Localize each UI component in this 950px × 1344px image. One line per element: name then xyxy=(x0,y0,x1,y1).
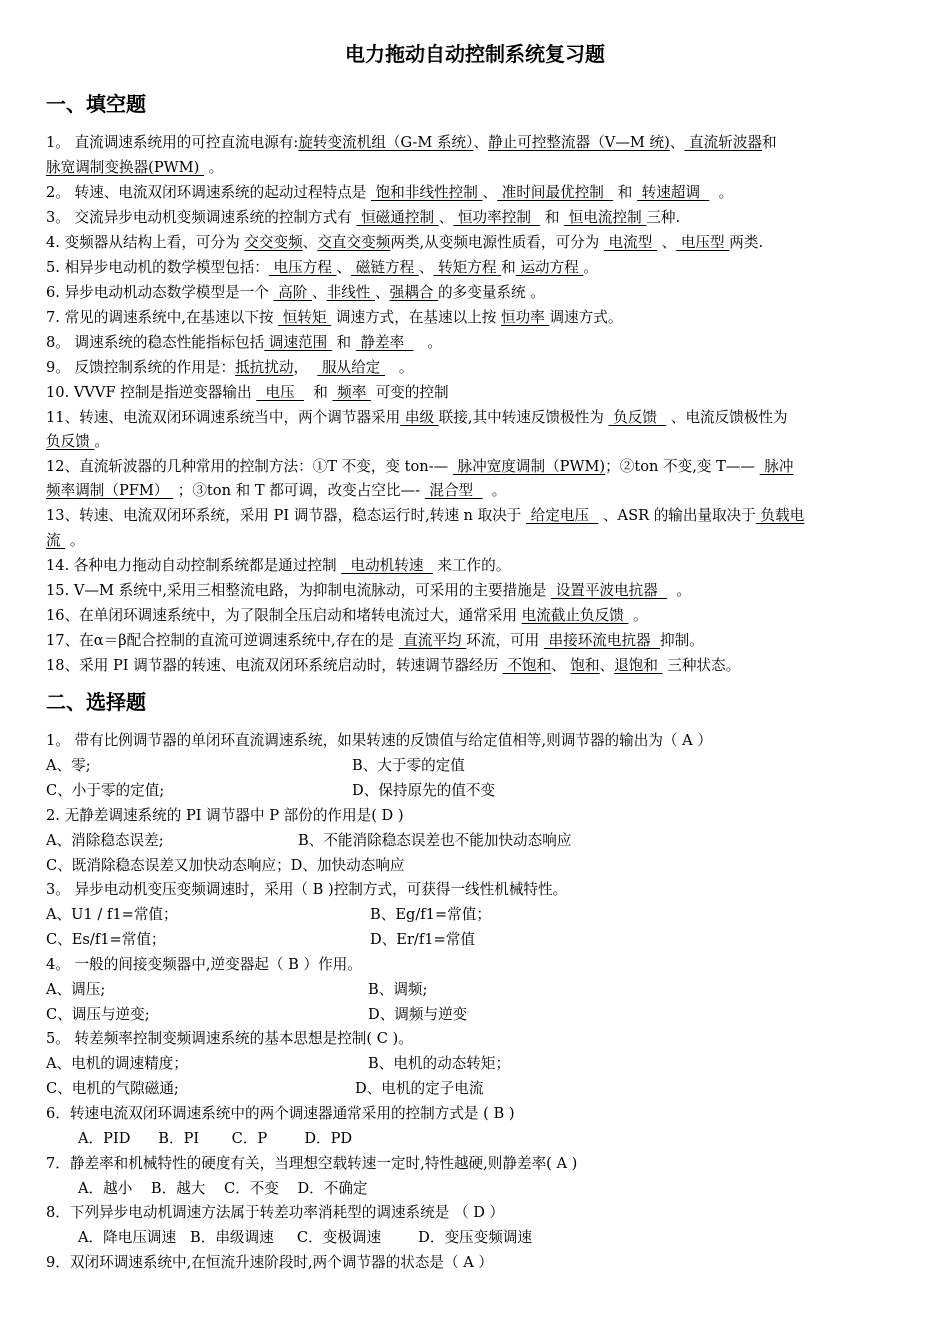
answer-blank: 静差率 xyxy=(355,334,414,351)
question-text: ；②ton 不变,变 T—— xyxy=(605,458,760,475)
answer-blank: 不饱和 xyxy=(502,657,552,674)
fill-in-line xyxy=(46,333,442,353)
answer-blank: 饱和 xyxy=(570,657,600,674)
answer-blank: 强耦合 xyxy=(389,284,439,301)
question-text: 8。 调速系统的稳态性能指标包括 xyxy=(46,334,265,351)
question-text: 和 xyxy=(501,259,516,276)
question-text: 的多变量系统 。 xyxy=(438,284,545,301)
question-text: 。 xyxy=(667,582,692,599)
fill-in-line xyxy=(46,531,84,551)
answer-blank: 恒功率控制 xyxy=(453,209,541,226)
question-text: 、 xyxy=(656,234,677,251)
question-text: 和 xyxy=(613,184,638,201)
question-8: 8．下列异步电动机调速方法属于转差功率消耗型的调速系统是 （ D ） xyxy=(46,1204,505,1221)
answer-blank: 流 xyxy=(46,532,66,549)
question-6: 6．转速电流双闭环调速系统中的两个调速器通常采用的控制方式是 ( B ) xyxy=(46,1105,515,1122)
answer-blank: 运动方程 xyxy=(515,259,584,276)
question-text: 、 xyxy=(473,134,489,151)
fill-in-line xyxy=(46,283,545,303)
question-text: ， xyxy=(293,359,318,376)
question-text: 、ASR 的输出量取决于 xyxy=(598,507,756,524)
fill-in-line xyxy=(46,258,598,278)
answer-blank: 恒转矩 xyxy=(278,309,332,326)
question-text: 。 xyxy=(384,359,414,376)
answer-blank: 负反馈 xyxy=(46,433,95,450)
question-text: 联接,其中转速反馈极性为 xyxy=(438,409,609,426)
question-text: 。 xyxy=(583,259,598,276)
option-a: A、调压; xyxy=(46,981,106,998)
question-text: 。 xyxy=(203,159,224,176)
question-text: 两类. xyxy=(729,234,764,251)
fill-in-line xyxy=(46,606,648,626)
option-a: A、消除稳态误差; xyxy=(46,832,164,849)
option-a: A、零; xyxy=(46,757,91,774)
section-heading-fill-in: 一、填空题 xyxy=(46,92,146,116)
fill-in-line xyxy=(46,133,777,153)
option-b: B、电机的动态转矩； xyxy=(368,1055,511,1072)
question-text: 。 xyxy=(482,482,507,499)
question-text: 6. 异步电动机动态数学模型是一个 xyxy=(46,284,274,301)
question-7: 7．静差率和机械特性的硬度有关，当理想空载转速一定时,特性越硬,则静差率( A ) xyxy=(46,1155,578,1172)
answer-blank: 非线性 xyxy=(326,284,376,301)
fill-in-line xyxy=(46,656,740,676)
fill-in-line xyxy=(46,183,733,203)
question-text: 两类,从变频电源性质看，可分为 xyxy=(390,234,604,251)
option-c: C、小于零的定值; xyxy=(46,782,165,799)
question-text: 和 xyxy=(303,384,333,401)
question-text: 调速方式。 xyxy=(549,309,623,326)
question-text: 和 xyxy=(331,334,356,351)
question-text: 环流，可用 xyxy=(466,632,544,649)
answer-blank: 电动机转速 xyxy=(341,557,433,574)
answer-blank: 准时间最优控制 xyxy=(497,184,614,201)
answer-blank: 恒功率 xyxy=(501,309,550,326)
option-d: D、电机的定子电流 xyxy=(355,1080,484,1097)
fill-in-line xyxy=(46,556,510,576)
question-text: 、 xyxy=(375,284,390,301)
question-text: 12、直流斩波器的几种常用的控制方法：①T 不变，变 ton-— xyxy=(46,458,453,475)
question-text: 、 xyxy=(482,184,498,201)
question-text: 7. 常见的调速系统中,在基速以下按 xyxy=(46,309,279,326)
fill-in-line xyxy=(46,481,506,501)
fill-in-line xyxy=(46,308,622,328)
question-text: 和 xyxy=(540,209,565,226)
answer-blank: 交交变频 xyxy=(244,234,303,251)
question-text: 抑制。 xyxy=(659,632,704,649)
question-text: 11、转速、电流双闭环调速系统当中，两个调节器采用 xyxy=(46,409,401,426)
answer-blank: 饱和非线性控制 xyxy=(371,184,483,201)
answer-blank: 直流平均 xyxy=(398,632,467,649)
option-a: A、电机的调速精度； xyxy=(46,1055,188,1072)
answer-blank: 电压方程 xyxy=(268,259,337,276)
fill-in-line xyxy=(46,457,793,477)
question-text: 可变的控制 xyxy=(370,384,449,401)
option-c: C、Es/f1=常值； xyxy=(46,931,166,948)
question-text: 18、采用 PI 调节器的转速、电流双闭环系统启动时，转速调节器经历 xyxy=(46,657,503,674)
answer-blank: 高阶 xyxy=(273,284,312,301)
answer-blank: 负载电 xyxy=(755,507,805,524)
question-9: 9．双闭环调速系统中,在恒流升速阶段时,两个调节器的状态是（ A ） xyxy=(46,1254,494,1271)
question-text: ；③ton 和 T 都可调，改变占空比—- xyxy=(173,482,425,499)
answer-blank: 转矩方程 xyxy=(433,259,502,276)
answer-blank: 电流截止负反馈 xyxy=(521,607,629,624)
option-a: A、U1 / f1=常值； xyxy=(46,906,178,923)
answer-blank: 抵抗扰动 xyxy=(235,359,294,376)
question-text: 、 xyxy=(599,657,615,674)
fill-in-line xyxy=(46,358,414,378)
question-text: 。 xyxy=(65,532,85,549)
answer-blank: 给定电压 xyxy=(526,507,599,524)
question-text: 和 xyxy=(762,134,777,151)
fill-in-line xyxy=(46,233,763,253)
question-4: 4。 一般的间接变频器中,逆变器起（ B ）作用。 xyxy=(46,956,362,973)
question-text: 、 xyxy=(302,234,318,251)
question-2: 2. 无静差调速系统的 PI 调节器中 P 部份的作用是( D ) xyxy=(46,807,404,824)
option-b: B、Eg/f1=常值； xyxy=(370,906,491,923)
fill-in-line xyxy=(46,408,788,428)
question-text: 调速方式，在基速以上按 xyxy=(331,309,502,326)
option-b: B、调频; xyxy=(368,981,428,998)
answer-blank: 频率 xyxy=(332,384,371,401)
fill-in-line xyxy=(46,631,704,651)
answer-blank: 串接环流电抗器 xyxy=(543,632,660,649)
answer-blank: 频率调制（PFM） xyxy=(46,482,174,499)
fill-in-line xyxy=(46,506,804,526)
document-title: 电力拖动自动控制系统复习题 xyxy=(345,42,605,66)
question-text: 、 xyxy=(551,657,571,674)
option-d: D、保持原先的值不变 xyxy=(352,782,496,799)
option-d: D、Er/f1=常值 xyxy=(370,931,475,948)
question-text: 15. V—M 系统中,采用三相整流电路，为抑制电流脉动，可采用的主要措施是 xyxy=(46,582,552,599)
question-text: 、电流反馈极性为 xyxy=(666,409,788,426)
answer-blank: 转速超调 xyxy=(637,184,710,201)
fill-in-line xyxy=(46,158,223,178)
answer-blank: 退饱和 xyxy=(614,657,663,674)
question-text: 14. 各种电力拖动自动控制系统都是通过控制 xyxy=(46,557,342,574)
question-text: 、 xyxy=(336,259,352,276)
question-text: 10. VVVF 控制是指逆变器输出 xyxy=(46,384,257,401)
answer-blank: 旋转变流机组（G-M 系统） xyxy=(298,134,474,151)
question-text: 。 xyxy=(413,334,442,351)
question-text: 9。 反馈控制系统的作用是： xyxy=(46,359,236,376)
answer-blank: 电压 xyxy=(256,384,304,401)
question-text: 1。 直流调速系统用的可控直流电源有: xyxy=(46,134,299,151)
answer-blank: 脉冲宽度调制（PWM) xyxy=(452,458,606,475)
options-row: A．PID B．PI C．P D．PD xyxy=(78,1130,353,1147)
answer-blank: 恒磁通控制 xyxy=(356,209,439,226)
fill-in-line xyxy=(46,383,449,403)
question-text: 。 xyxy=(709,184,734,201)
answer-blank: 静止可控整流器（V—M 统) xyxy=(488,134,670,151)
question-5: 5。 转差频率控制变频调速系统的基本思想是控制( C )。 xyxy=(46,1030,413,1047)
question-text: 4. 变频器从结构上看，可分为 xyxy=(46,234,245,251)
question-text: 三种. xyxy=(646,209,681,226)
answer-blank: 脉冲 xyxy=(759,458,794,475)
option-b: B、大于零的定值 xyxy=(352,757,465,774)
options-row: A．降电压调速 B．串级调速 C．变极调速 D．变压变频调速 xyxy=(78,1229,533,1246)
answer-blank: 负反馈 xyxy=(608,409,667,426)
answer-blank: 调速范围 xyxy=(264,334,332,351)
answer-blank: 脉宽调制变换器(PWM) xyxy=(46,159,204,176)
answer-blank: 设置平波电抗器 xyxy=(551,582,668,599)
answer-blank: 混合型 xyxy=(424,482,483,499)
fill-in-line xyxy=(46,432,109,452)
option-c: C、电机的气隙磁通; xyxy=(46,1080,179,1097)
answer-blank: 电流型 xyxy=(603,234,657,251)
question-text: 、 xyxy=(311,284,327,301)
answer-blank: 直流斩波器 xyxy=(684,134,763,151)
question-text: 、 xyxy=(438,209,454,226)
option-b: B、不能消除稳态误差也不能加快动态响应 xyxy=(298,832,572,849)
question-text: 2。 转速、电流双闭环调速系统的起动过程特点是 xyxy=(46,184,372,201)
question-text: 三种状态。 xyxy=(662,657,741,674)
answer-blank: 电压型 xyxy=(676,234,730,251)
question-text: 5. 相异步电动机的数学模型包括： xyxy=(46,259,269,276)
question-3: 3。 异步电动机变压变频调速时，采用（ B )控制方式，可获得一线性机械特性。 xyxy=(46,881,568,898)
fill-in-line xyxy=(46,208,680,228)
question-text: 16、在单闭环调速系统中，为了限制全压启动和堵转电流过大，通常采用 xyxy=(46,607,522,624)
question-text: 。 xyxy=(628,607,648,624)
option-d: D、调频与逆变 xyxy=(368,1006,468,1023)
answer-blank: 磁链方程 xyxy=(351,259,419,276)
answer-blank: 恒电流控制 xyxy=(564,209,647,226)
answer-blank: 服从给定 xyxy=(317,359,385,376)
question-text: 3。 交流异步电动机变频调速系统的控制方式有 xyxy=(46,209,357,226)
answer-blank: 交直交变频 xyxy=(317,234,391,251)
fill-in-line xyxy=(46,581,691,601)
section-heading-choice: 二、选择题 xyxy=(46,690,146,714)
option-c-d: C、既消除稳态误差又加快动态响应；D、加快动态响应 xyxy=(46,857,405,874)
question-1: 1。 带有比例调节器的单闭环直流调速系统，如果转速的反馈值与给定值相等,则调节器的输出为（ A ） xyxy=(46,732,712,749)
question-text: 13、转速、电流双闭环系统，采用 PI 调节器，稳态运行时,转速 n 取决于 xyxy=(46,507,527,524)
question-text: 17、在α＝β配合控制的直流可逆调速系统中,存在的是 xyxy=(46,632,399,649)
option-c: C、调压与逆变; xyxy=(46,1006,150,1023)
options-row: A．越小 B．越大 C．不变 D．不确定 xyxy=(78,1180,368,1197)
question-text: 来工作的。 xyxy=(432,557,511,574)
answer-blank: 串级 xyxy=(400,409,439,426)
question-text: 、 xyxy=(418,259,434,276)
question-text: 、 xyxy=(669,134,685,151)
question-text: 。 xyxy=(94,433,110,450)
